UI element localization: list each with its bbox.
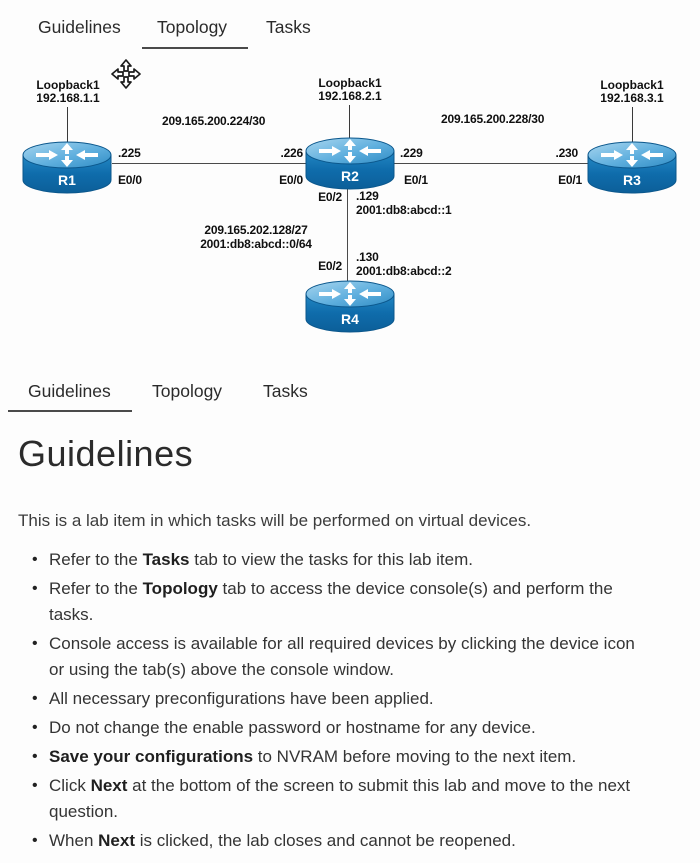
ip-label-r2-e01: .229 xyxy=(400,146,423,160)
router-r3-name: R3 xyxy=(623,172,641,188)
bullet-text: Refer to the xyxy=(49,550,143,569)
r3-loopback-stem xyxy=(632,107,633,142)
router-r4-name: R4 xyxy=(341,311,359,327)
network-v4-r2-r4: 209.165.202.128/27 xyxy=(204,223,308,237)
bullet-text: Refer to the xyxy=(49,579,143,598)
bullet-bold-text: Topology xyxy=(142,579,218,598)
bullet-text: tab to view the tasks for this lab item. xyxy=(189,550,473,569)
tab-bottom-guidelines[interactable]: Guidelines xyxy=(28,381,111,401)
guidelines-bullet-list xyxy=(30,547,645,857)
ipv6-label-r4-e02: 2001:db8:abcd::2 xyxy=(356,264,452,278)
active-tab-indicator-bottom xyxy=(8,410,132,412)
router-r1[interactable] xyxy=(22,141,112,195)
guideline-item-password-hostname xyxy=(30,715,645,741)
guideline-item-topology-tab xyxy=(30,576,645,628)
r3-loopback-name: Loopback1 xyxy=(600,78,664,92)
router-r1-name: R1 xyxy=(58,172,76,188)
bullet-text: at the bottom of the screen to submit this lab and move to the next question. xyxy=(49,776,631,821)
tab-bottom-tasks[interactable]: Tasks xyxy=(263,381,308,401)
router-r2-name: R2 xyxy=(341,168,359,184)
network-label-r2-r3: 209.165.200.228/30 xyxy=(441,112,545,126)
guideline-item-tasks-tab xyxy=(30,547,645,573)
network-label-r2-r4 xyxy=(196,223,316,251)
link-r2-r3 xyxy=(394,163,589,164)
r3-loopback-label xyxy=(577,79,687,105)
guideline-item-save-configurations xyxy=(30,744,645,770)
bullet-text: Click xyxy=(49,776,91,795)
if-label-r2-e00: E0/0 xyxy=(279,173,303,187)
router-r3[interactable] xyxy=(587,141,677,195)
network-v6-r2-r4: 2001:db8:abcd::0/64 xyxy=(200,237,312,251)
page-title: Guidelines xyxy=(18,433,194,474)
guideline-item-console-access xyxy=(30,631,645,683)
bullet-text: When xyxy=(49,831,99,850)
guidelines-intro: This is a lab item in which tasks will be performed on virtual devices. xyxy=(18,511,532,530)
tab-top-topology[interactable]: Topology xyxy=(157,17,228,37)
r1-loopback-stem xyxy=(67,107,68,142)
link-r1-r2 xyxy=(112,163,307,164)
r1-loopback-ip: 192.168.1.1 xyxy=(36,91,100,105)
bullet-bold-text: Tasks xyxy=(142,550,190,569)
r1-loopback-name: Loopback1 xyxy=(36,78,100,92)
bullet-text: is clicked, the lab closes and cannot be reopened. xyxy=(135,831,516,850)
guideline-item-next-closes-lab xyxy=(30,828,645,854)
tab-bottom-topology[interactable]: Topology xyxy=(152,381,223,401)
tab-top-tasks[interactable]: Tasks xyxy=(266,17,311,37)
if-label-r2-e01: E0/1 xyxy=(404,173,428,187)
link-r2-r4 xyxy=(347,189,348,281)
r2-loopback-ip: 192.168.2.1 xyxy=(318,89,382,103)
if-label-r4-e02: E0/2 xyxy=(318,259,342,273)
active-tab-indicator xyxy=(142,47,248,49)
bullet-bold-text: Next xyxy=(90,776,128,795)
ip-label-r2-e00: .226 xyxy=(280,146,303,160)
guideline-item-preconfigurations xyxy=(30,686,645,712)
router-r4[interactable] xyxy=(305,280,395,334)
ip-label-r1-e00: .225 xyxy=(118,146,141,160)
guideline-item-click-next xyxy=(30,773,645,825)
bullet-text: Console access is available for all required devices by clicking the device icon or using the tab(s) above the console window. xyxy=(49,634,635,679)
ipv6-label-r2-e02: 2001:db8:abcd::1 xyxy=(356,203,452,217)
bullet-text: to NVRAM before moving to the next item. xyxy=(253,747,577,766)
bullet-text: tab to access the device console(s) and perform the tasks. xyxy=(49,579,613,624)
ip-label-r3-e01: .230 xyxy=(555,146,578,160)
router-r2[interactable] xyxy=(305,137,395,191)
bullet-bold-text: Save your configurations xyxy=(49,747,254,766)
ip-label-r2-e02: .129 xyxy=(356,189,379,203)
r1-loopback-label xyxy=(13,79,123,105)
r2-loopback-stem xyxy=(349,105,350,138)
if-label-r3-e01: E0/1 xyxy=(558,173,582,187)
if-label-r1-e00: E0/0 xyxy=(118,173,142,187)
r2-loopback-label xyxy=(295,77,405,103)
r3-loopback-ip: 192.168.3.1 xyxy=(600,91,664,105)
r2-loopback-name: Loopback1 xyxy=(318,76,382,90)
bullet-bold-text: Next xyxy=(98,831,135,850)
network-label-r1-r2: 209.165.200.224/30 xyxy=(162,114,266,128)
if-label-r2-e02: E0/2 xyxy=(318,190,342,204)
tab-top-guidelines[interactable]: Guidelines xyxy=(38,17,121,37)
bullet-text: All necessary preconfigurations have been applied. xyxy=(49,689,434,708)
ip-label-r4-e02: .130 xyxy=(356,250,379,264)
bullet-text: Do not change the enable password or hostname for any device. xyxy=(49,718,536,737)
